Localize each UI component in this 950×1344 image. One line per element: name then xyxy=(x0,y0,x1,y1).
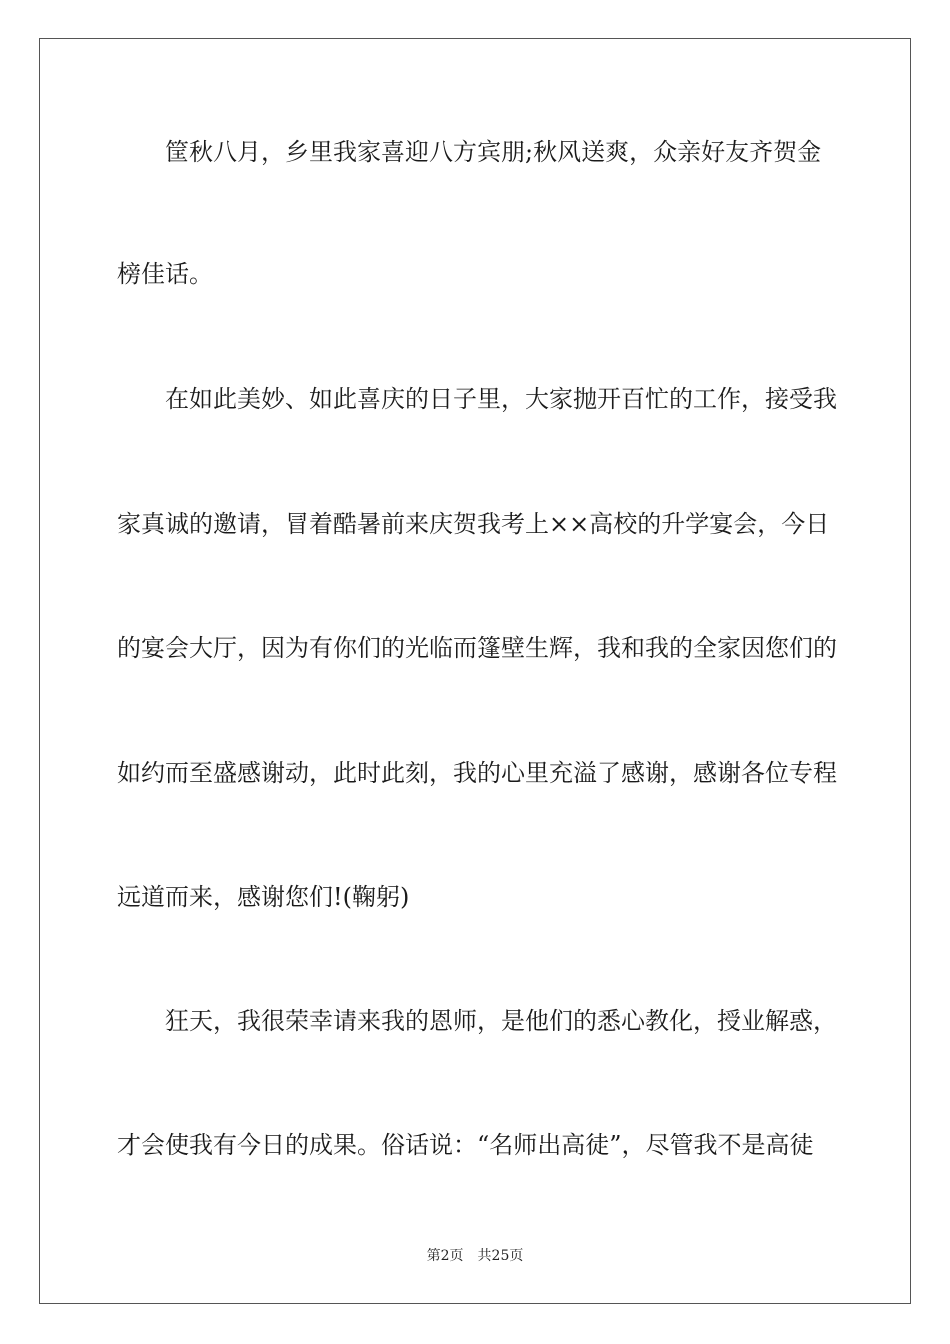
page-total: 共25页 xyxy=(477,1248,524,1264)
paragraph-line: 在如此美妙、如此喜庆的日子里，大家抛开百忙的工作，接受我 xyxy=(165,385,837,413)
paragraph-line: 筐秋八月，乡里我家喜迎八方宾朋;秋风送爽，众亲好友齐贺金 xyxy=(165,138,822,166)
paragraph-line: 狂天，我很荣幸请来我的恩师，是他们的悉心教化，授业解惑， xyxy=(165,1007,837,1035)
page-border xyxy=(39,38,911,1304)
paragraph-line: 才会使我有今日的成果。俗话说：“名师出高徒”，尽管我不是高徒 xyxy=(117,1131,814,1159)
paragraph-line: 家真诚的邀请，冒着酷暑前来庆贺我考上××高校的升学宴会，今日 xyxy=(117,510,830,538)
paragraph-line: 远道而来，感谢您们!(鞠躬) xyxy=(117,883,410,911)
paragraph-line: 如约而至盛感谢动，此时此刻，我的心里充溢了感谢，感谢各位专程 xyxy=(117,759,837,787)
paragraph-line: 榜佳话。 xyxy=(117,260,213,288)
page-footer xyxy=(0,1246,950,1266)
paragraph-line: 的宴会大厅，因为有你们的光临而篷壁生辉，我和我的全家因您们的 xyxy=(117,634,837,662)
page-number: 第2页 xyxy=(426,1248,464,1264)
